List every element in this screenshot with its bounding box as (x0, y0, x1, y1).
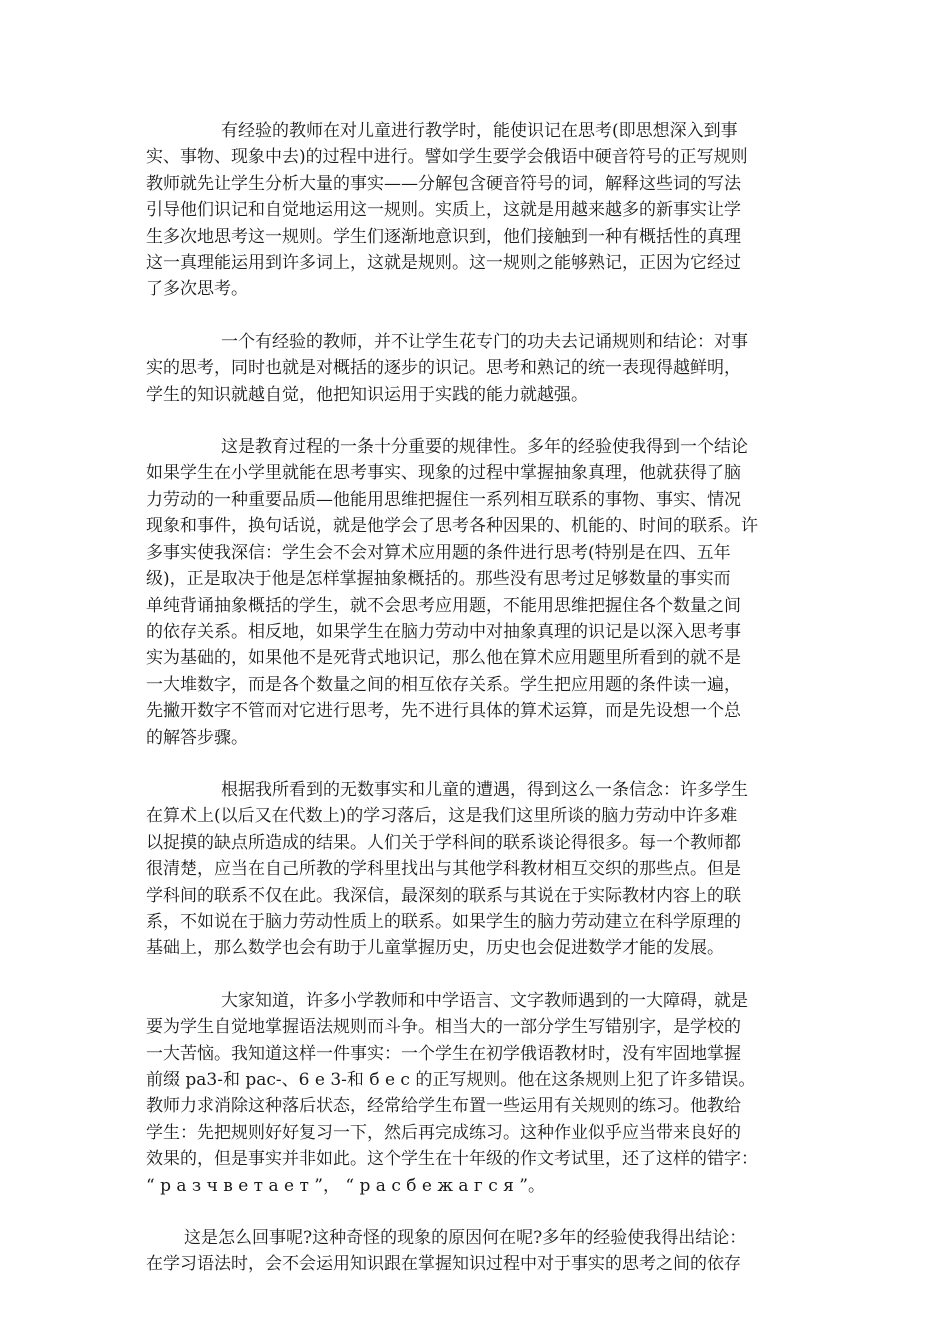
paragraph-line: 在学习语法时，会不会运用知识跟在掌握知识过程中对于事实的思考之间的依存 (146, 1254, 741, 1275)
paragraph-line: 在算术上(以后又在代数上)的学习落后，这是我们这里所谈的脑力劳动中许多难 (146, 806, 738, 827)
paragraph-line: 多事实使我深信：学生会不会对算术应用题的条件进行思考(特别是在四、五年 (146, 542, 731, 563)
paragraph-line: 这是怎么回事呢?这种奇怪的现象的原因何在呢?多年的经验使我得出结论： (184, 1228, 747, 1249)
paragraph-line: 这是教育过程的一条十分重要的规律性。多年的经验使我得到一个结论 (221, 437, 748, 458)
paragraph-line: 级)，正是取决于他是怎样掌握抽象概括的。那些没有思考过足够数量的事实而 (146, 569, 731, 590)
paragraph-5 (146, 988, 808, 1199)
paragraph-line: 系，不如说在于脑力劳动性质上的联系。如果学生的脑力劳动建立在科学原理的 (146, 911, 741, 932)
paragraph-line: 要为学生自觉地掌握语法规则而斗争。相当大的一部分学生写错别字，是学校的 (146, 1017, 741, 1038)
paragraph-line: 实、事物、现象中去)的过程中进行。譬如学生要学会俄语中硬音符号的正写规则 (146, 147, 748, 168)
paragraph-line: 如果学生在小学里就能在思考事实、现象的过程中掌握抽象真理，他就获得了脑 (146, 463, 741, 484)
paragraph-line: 教师就先让学生分析大量的事实——分解包含硬音符号的词，解释这些词的写法 (146, 173, 741, 194)
paragraph-2 (146, 329, 808, 408)
document-page (146, 118, 808, 1304)
paragraph-line: 单纯背诵抽象概括的学生，就不会思考应用题，不能用思维把握住各个数量之间 (146, 595, 741, 616)
paragraph-line: 一大苦恼。我知道这样一件事实：一个学生在初学俄语教材时，没有牢固地掌握 (146, 1043, 741, 1064)
paragraph-line: 这一真理能运用到许多词上，这就是规则。这一规则之能够熟记，正因为它经过 (146, 253, 741, 274)
paragraph-line: 根据我所看到的无数事实和儿童的遭遇，得到这么一条信念：许多学生 (221, 779, 748, 800)
paragraph-line: 基础上，那么数学也会有助于儿童掌握历史，历史也会促进数学才能的发展。 (146, 938, 724, 959)
paragraph-6 (146, 1225, 808, 1278)
paragraph-line: “ р а з ч в е т а е т ”， “ р а с б е ж а г с я ”。 (146, 1175, 545, 1196)
paragraph-line: 大家知道，许多小学教师和中学语言、文字教师遇到的一大障碍，就是 (221, 990, 748, 1011)
paragraph-4 (146, 777, 808, 962)
paragraph-line: 力劳动的一种重要品质—他能用思维把握住一系列相互联系的事物、事实、情况 (146, 489, 741, 510)
paragraph-line: 生多次地思考这一规则。学生们逐渐地意识到，他们接触到一种有概括性的真理 (146, 226, 741, 247)
paragraph-line: 了多次思考。 (146, 279, 248, 300)
paragraph-line: 一个有经验的教师，并不让学生花专门的功夫去记诵规则和结论：对事 (221, 331, 748, 352)
paragraph-1 (146, 118, 808, 303)
paragraph-line: 学生：先把规则好好复习一下，然后再完成练习。这种作业似乎应当带来良好的 (146, 1122, 741, 1143)
paragraph-line: 教师力求消除这种落后状态，经常给学生布置一些运用有关规则的练习。他教给 (146, 1096, 741, 1117)
paragraph-line: 以捉摸的缺点所造成的结果。人们关于学科间的联系谈论得很多。每一个教师都 (146, 832, 741, 853)
paragraph-line: 先撇开数字不管而对它进行思考，先不进行具体的算术运算，而是先设想一个总 (146, 701, 741, 722)
paragraph-line: 实为基础的，如果他不是死背式地识记，那么他在算术应用题里所看到的就不是 (146, 648, 741, 669)
paragraph-line: 前缀 pa3-和 pac-、6 e 3-和 б е с 的正写规则。他在这条规则上犯了许多错误。 (146, 1070, 756, 1090)
paragraph-line: 学生的知识就越自觉，他把知识运用于实践的能力就越强。 (146, 384, 588, 405)
paragraph-line: 的依存关系。相反地，如果学生在脑力劳动中对抽象真理的识记是以深入思考事 (146, 621, 741, 642)
paragraph-line: 一大堆数字，而是各个数量之间的相互依存关系。学生把应用题的条件读一遍， (146, 674, 741, 695)
paragraph-line: 很清楚，应当在自己所教的学科里找出与其他学科教材相互交织的那些点。但是 (146, 859, 741, 880)
paragraph-line: 有经验的教师在对儿童进行教学时，能使识记在思考(即思想深入到事 (221, 121, 738, 141)
paragraph-line: 效果的，但是事实并非如此。这个学生在十年级的作文考试里，还了这样的错字： (146, 1149, 758, 1170)
paragraph-line: 引导他们识记和自觉地运用这一规则。实质上，这就是用越来越多的新事实让学 (146, 200, 741, 221)
paragraph-line: 学科间的联系不仅在此。我深信，最深刻的联系与其说在于实际教材内容上的联 (146, 885, 741, 906)
paragraph-line: 现象和事件，换句话说，就是他学会了思考各种因果的、机能的、时间的联系。许 (146, 516, 758, 537)
paragraph-3 (146, 434, 808, 751)
paragraph-line: 的解答步骤。 (146, 727, 248, 748)
paragraph-line: 实的思考，同时也就是对概括的逐步的识记。思考和熟记的统一表现得越鲜明， (146, 358, 741, 379)
